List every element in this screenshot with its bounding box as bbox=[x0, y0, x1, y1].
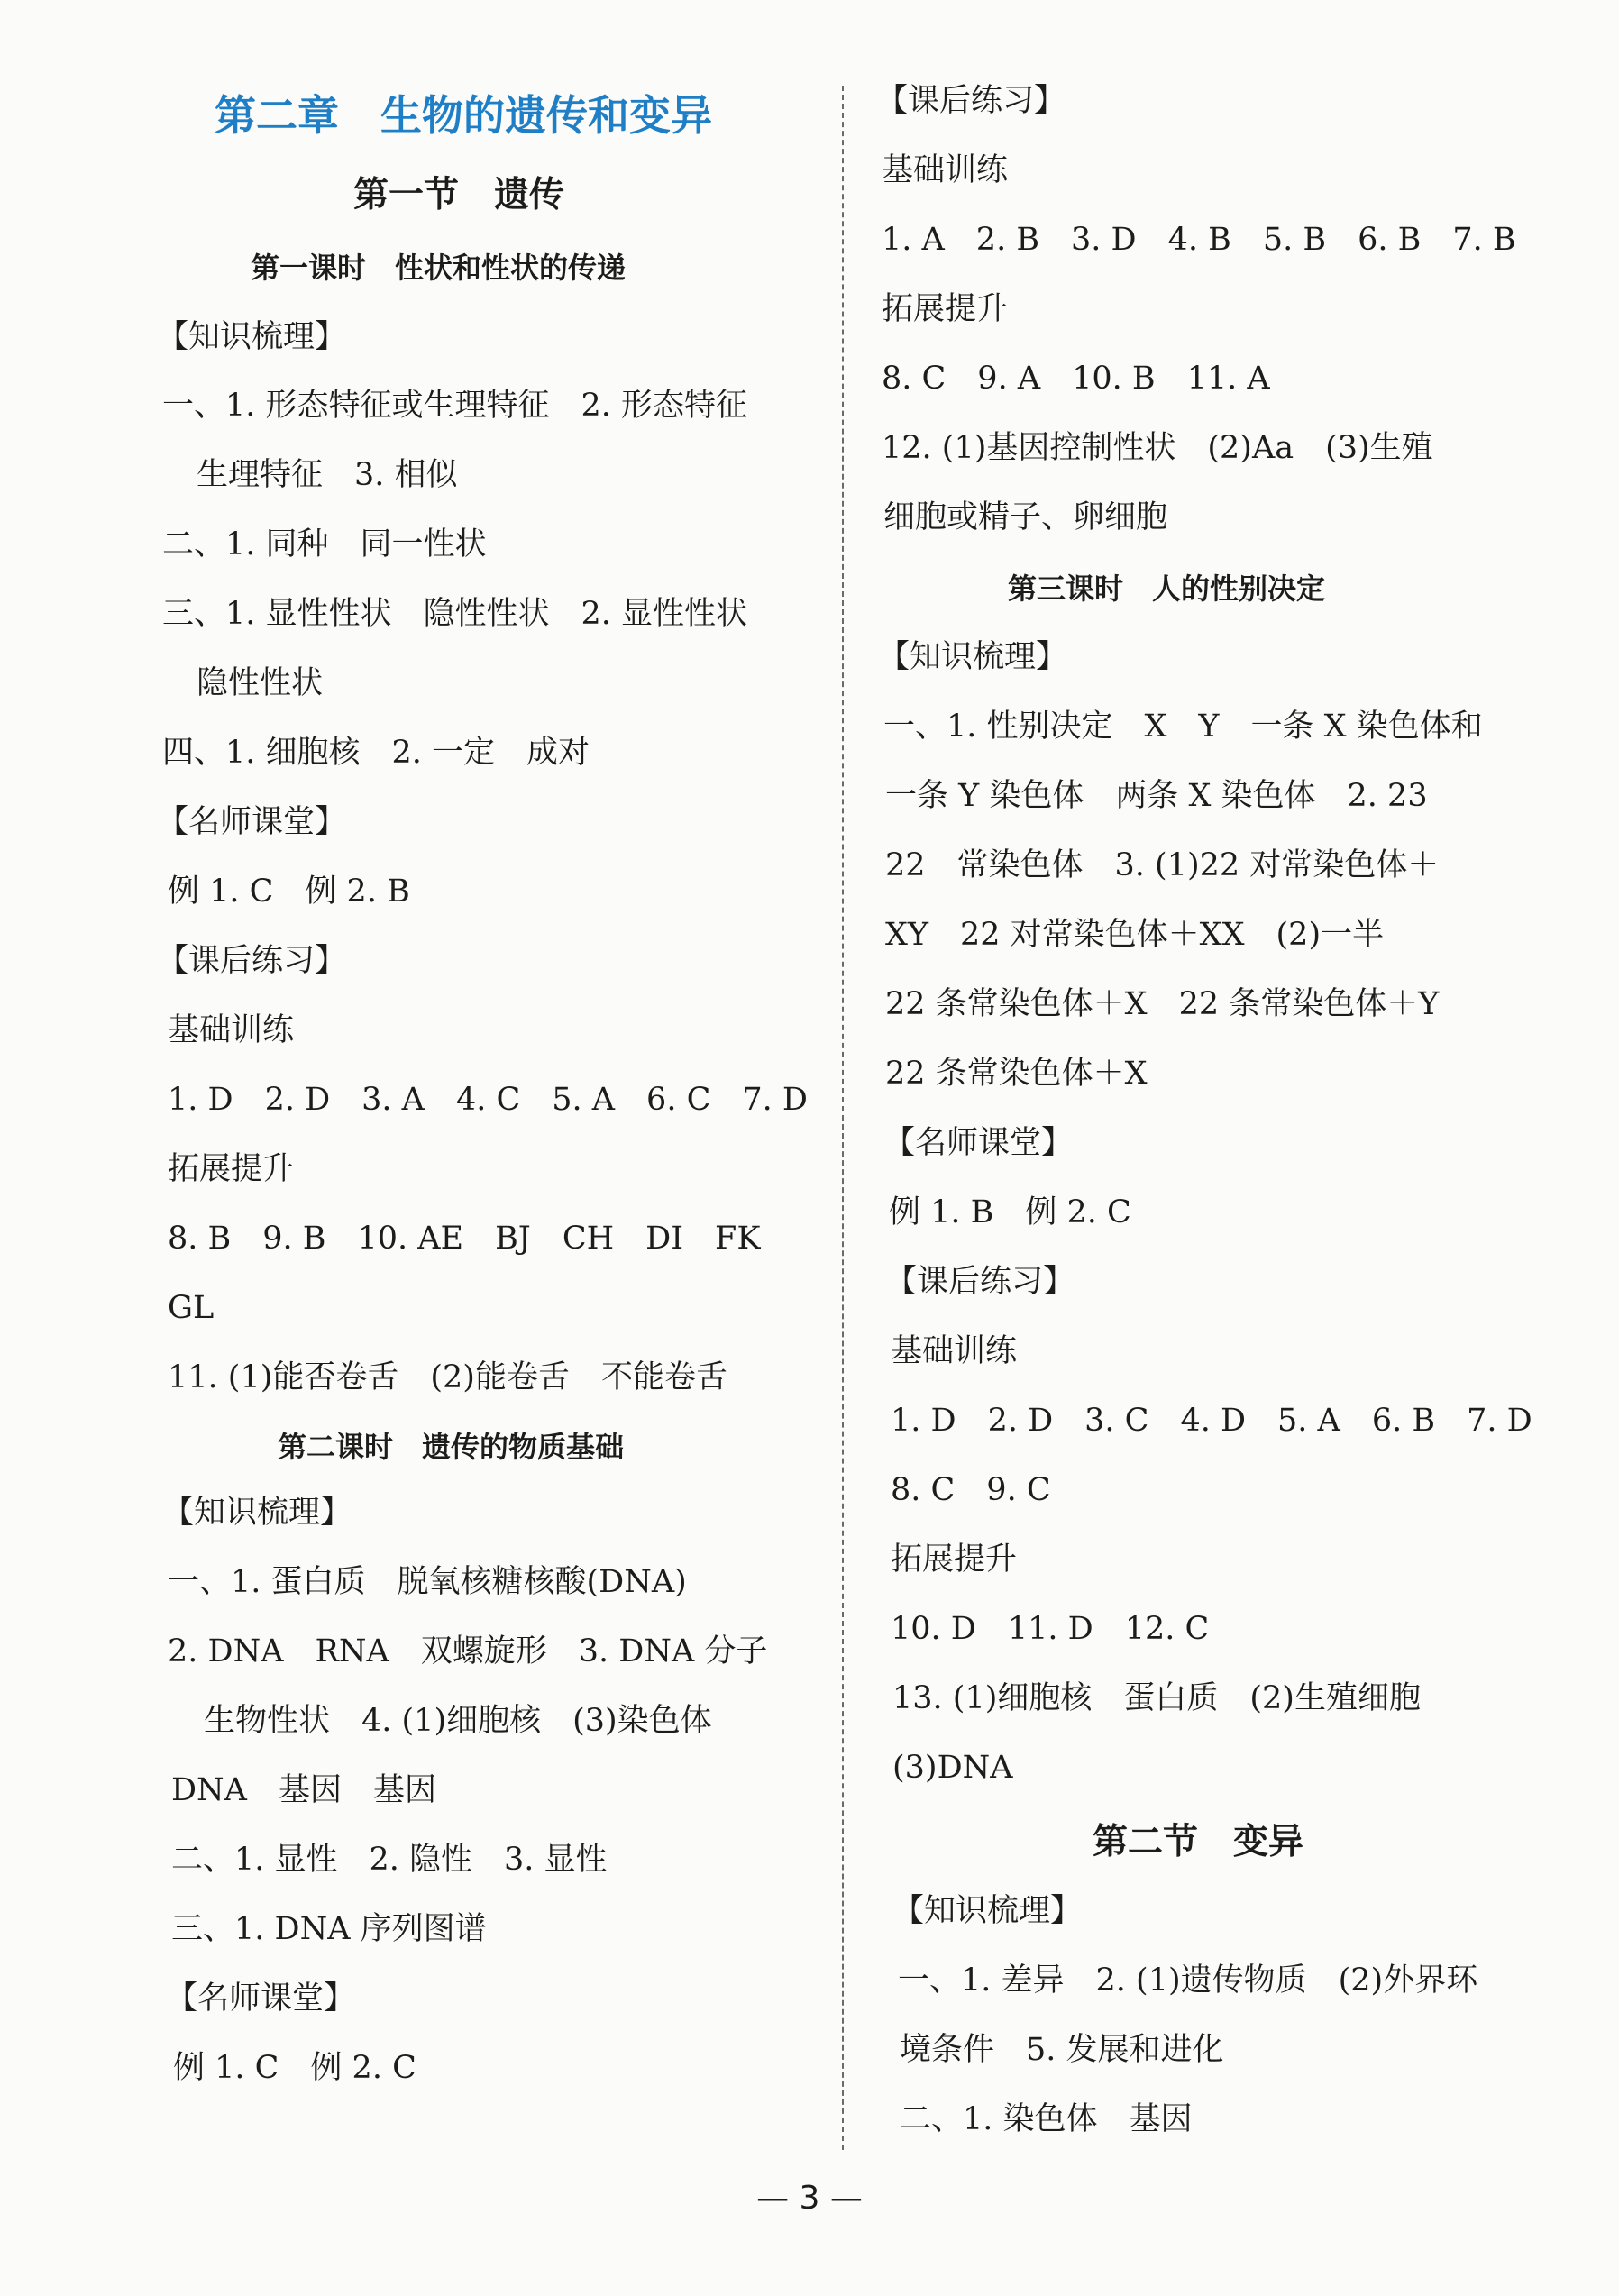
answer-line: 22 常染色体 3. (1)22 对常染色体＋ bbox=[885, 847, 1440, 883]
practice-header: 【课后练习】 bbox=[157, 943, 347, 979]
answer-line: 一、1. 形态特征或生理特征 2. 形态特征 bbox=[162, 388, 748, 424]
answer-line: 三、1. DNA 序列图谱 bbox=[171, 1911, 487, 1947]
knowledge-header: 【知识梳理】 bbox=[878, 639, 1068, 675]
answer-line: 22 条常染色体＋X 22 条常染色体＋Y bbox=[885, 986, 1440, 1022]
answer-line: 例 1. B 例 2. C bbox=[889, 1194, 1131, 1230]
answer-line: GL bbox=[168, 1290, 215, 1326]
subheading: 拓展提升 bbox=[168, 1151, 295, 1187]
subheading: 基础训练 bbox=[168, 1012, 295, 1048]
subheading: 拓展提升 bbox=[891, 1541, 1018, 1578]
answer-line: XY 22 对常染色体＋XX (2)一半 bbox=[885, 917, 1385, 953]
answer-line: 一条 Y 染色体 两条 X 染色体 2. 23 bbox=[885, 778, 1428, 814]
answer-line: 细胞或精子、卵细胞 bbox=[883, 499, 1168, 535]
knowledge-header: 【知识梳理】 bbox=[892, 1893, 1083, 1929]
answer-line: DNA 基因 基因 bbox=[171, 1772, 436, 1808]
section-title: 第二节 变异 bbox=[1093, 1822, 1304, 1862]
answer-line: 13. (1)细胞核 蛋白质 (2)生殖细胞 bbox=[892, 1680, 1421, 1716]
chapter-title: 第二章 生物的遗传和变异 bbox=[215, 91, 712, 140]
lesson-title: 第三课时 人的性别决定 bbox=[1008, 572, 1326, 606]
answer-line: 一、1. 蛋白质 脱氧核糖核酸(DNA) bbox=[168, 1564, 687, 1600]
knowledge-header: 【知识梳理】 bbox=[162, 1495, 352, 1531]
answer-line: 三、1. 显性性状 隐性性状 2. 显性性状 bbox=[162, 596, 748, 632]
lesson-title: 第二课时 遗传的物质基础 bbox=[278, 1430, 625, 1464]
answer-line: 例 1. C 例 2. B bbox=[168, 874, 410, 910]
answer-line: 生理特征 3. 相似 bbox=[197, 457, 458, 493]
answer-line: 10. D 11. D 12. C bbox=[891, 1611, 1210, 1647]
answer-line: 8. B 9. B 10. AE BJ CH DI FK bbox=[168, 1221, 761, 1257]
subheading: 基础训练 bbox=[891, 1333, 1018, 1369]
column-divider bbox=[842, 86, 844, 2150]
answer-line: 二、1. 染色体 基因 bbox=[900, 2101, 1193, 2137]
answer-line: 境条件 5. 发展和进化 bbox=[900, 2032, 1224, 2068]
answer-line: 11. (1)能否卷舌 (2)能卷舌 不能卷舌 bbox=[168, 1359, 727, 1395]
answer-line: 生物性状 4. (1)细胞核 (3)染色体 bbox=[204, 1703, 712, 1739]
answer-line: 四、1. 细胞核 2. 一定 成对 bbox=[162, 735, 590, 771]
practice-header: 【课后练习】 bbox=[885, 1264, 1075, 1300]
answer-line: 例 1. C 例 2. C bbox=[173, 2050, 416, 2086]
answer-line: 1. D 2. D 3. C 4. D 5. A 6. B 7. D bbox=[891, 1403, 1532, 1439]
teacher-header: 【名师课堂】 bbox=[883, 1125, 1074, 1161]
subheading: 拓展提升 bbox=[882, 291, 1009, 327]
answer-line: 隐性性状 bbox=[197, 665, 324, 701]
answer-line: 一、1. 性别决定 X Y 一条 X 染色体和 bbox=[883, 709, 1483, 745]
answer-line: 2. DNA RNA 双螺旋形 3. DNA 分子 bbox=[168, 1633, 768, 1669]
answer-line: (3)DNA bbox=[892, 1750, 1013, 1786]
answer-line: 二、1. 显性 2. 隐性 3. 显性 bbox=[171, 1842, 608, 1878]
answer-line: 12. (1)基因控制性状 (2)Aa (3)生殖 bbox=[882, 430, 1433, 466]
teacher-header: 【名师课堂】 bbox=[157, 804, 347, 840]
subheading: 基础训练 bbox=[882, 152, 1009, 188]
lesson-title: 第一课时 性状和性状的传递 bbox=[251, 251, 627, 285]
answer-line: 一、1. 差异 2. (1)遗传物质 (2)外界环 bbox=[898, 1962, 1478, 1999]
practice-header: 【课后练习】 bbox=[876, 83, 1066, 119]
answer-line: 22 条常染色体＋X bbox=[885, 1056, 1148, 1092]
answer-line: 8. C 9. C bbox=[891, 1472, 1051, 1508]
answer-line: 1. A 2. B 3. D 4. B 5. B 6. B 7. B bbox=[882, 222, 1516, 258]
teacher-header: 【名师课堂】 bbox=[166, 1980, 356, 2017]
answer-line: 8. C 9. A 10. B 11. A bbox=[882, 361, 1270, 397]
knowledge-header: 【知识梳理】 bbox=[157, 319, 347, 355]
answer-line: 二、1. 同种 同一性状 bbox=[162, 526, 487, 563]
section-title: 第一节 遗传 bbox=[353, 175, 565, 215]
page-number: — 3 — bbox=[756, 2180, 863, 2217]
answer-line: 1. D 2. D 3. A 4. C 5. A 6. C 7. D bbox=[168, 1082, 808, 1118]
